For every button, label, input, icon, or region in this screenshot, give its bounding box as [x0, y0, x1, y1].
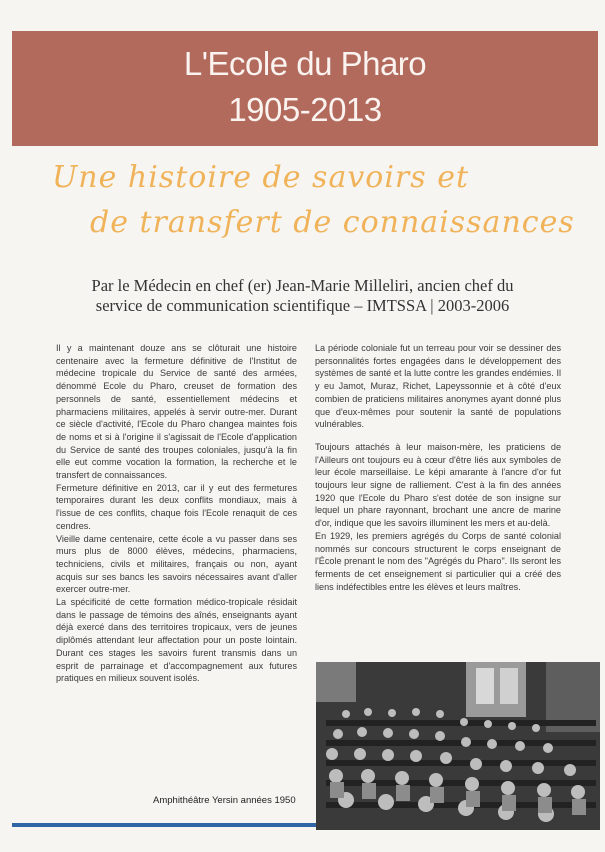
- right-paragraph-3: En 1929, les premiers agrégés du Corps de santé colonial nommés sur concours structurent le corps enseignant de l'École prenant le nom des "Agrégés du Pharo". Ils seront les ferments de cet enseignement si particulier qui a créé des liens indéfectibles entre les élèves et leurs maîtres.: [315, 530, 561, 592]
- title-line-2: 1905-2013: [228, 91, 382, 128]
- title-banner: [12, 31, 598, 146]
- amphitheatre-photo-image: [316, 662, 600, 830]
- left-paragraph-4: La spécificité de cette formation médico-tropicale résidait dans le passage de témoins des aînés, enseignants ayant déjà exercé dans des territoires tropicaux, vers de jeunes diplômés attendant leur affectation pour un poste lointain. Durant ces stages les savoirs furent transmis dans un esprit de parrainage et d'accompagnement aux futures pratiques en milieux souvent isolés.: [56, 597, 297, 684]
- amphitheatre-photo: [316, 662, 600, 830]
- right-paragraph-2: Toujours attachés à leur maison-mère, les praticiens de l'Ailleurs ont toujours eu à cœur d'être liés aux symboles de leur école marseillaise. Le képi amarante à l'ancre d'or fut toujours leur signe de ralliement. C'est à la fin des années 1920 que l'Ecole du Pharo s'est dotée de son insigne sur lequel un phare rayonnant, brochant une ancre de marine d'or, indique que les savoirs illuminent les mers et au-delà.: [315, 441, 561, 529]
- right-paragraph-1: La période coloniale fut un terreau pour voir se dessiner des personnalités fortes engagées dans le développement des systèmes de santé et la lutte contre les grandes endémies. Il y eu Jamot, Muraz, Richet, Lapeyssonnie et à côté d'eux combien de praticiens militaires anonymes ayant donné plus que d'eux-mêmes pour soutenir la santé de populations vulnérables.: [315, 343, 561, 430]
- left-paragraph-2: Fermeture définitive en 2013, car il y eut des fermetures temporaires durant les deux conflits mondiaux, mais à l'issue de ces conflits, chaque fois l'Ecole renaquit de ces cendres.: [56, 482, 297, 531]
- photo-caption: Amphithéâtre Yersin années 1950: [153, 795, 296, 806]
- left-paragraph-1: Il y a maintenant douze ans se clôturait une histoire centenaire avec la fermeture définitive de l'Institut de médecine tropicale du Service de santé des armées, dénommé Ecole du Pharo, creuset de formation des personnels de santé, essentiellement médecins et pharmaciens militaires, appelés à servir outre-mer. Durant ce siècle d'activité, l'Ecole du Pharo changea maintes fois de noms et si à l'origine il s'agissait de l'Ecole d'application du Service de santé des troupes coloniales, jusqu'à la fin elle eut comme vocation la formation, la recherche et le transfert de connaissances.: [56, 343, 297, 481]
- bottom-divider: [12, 823, 316, 827]
- left-paragraph-3: Vieille dame centenaire, cette école a vu passer dans ses murs plus de 8000 élèves, médecins, pharmaciens, techniciens, civils et militaires, français ou non, ayant acquis sur ses bancs les savoirs nécessaires avant d'aller exercer outre-mer.: [56, 533, 297, 595]
- title-line-1: L'Ecole du Pharo: [183, 45, 427, 82]
- subtitle-line-2: de transfert de connaissances: [90, 205, 575, 240]
- left-column: [56, 342, 297, 685]
- right-column: [315, 342, 561, 593]
- subtitle-line-1: Une histoire de savoirs et: [52, 160, 470, 195]
- byline-line-1: Par le Médecin en chef (er) Jean-Marie Milleliri, ancien chef du: [91, 276, 514, 295]
- byline-line-2: service de communication scientifique – IMTSSA | 2003-2006: [95, 296, 510, 315]
